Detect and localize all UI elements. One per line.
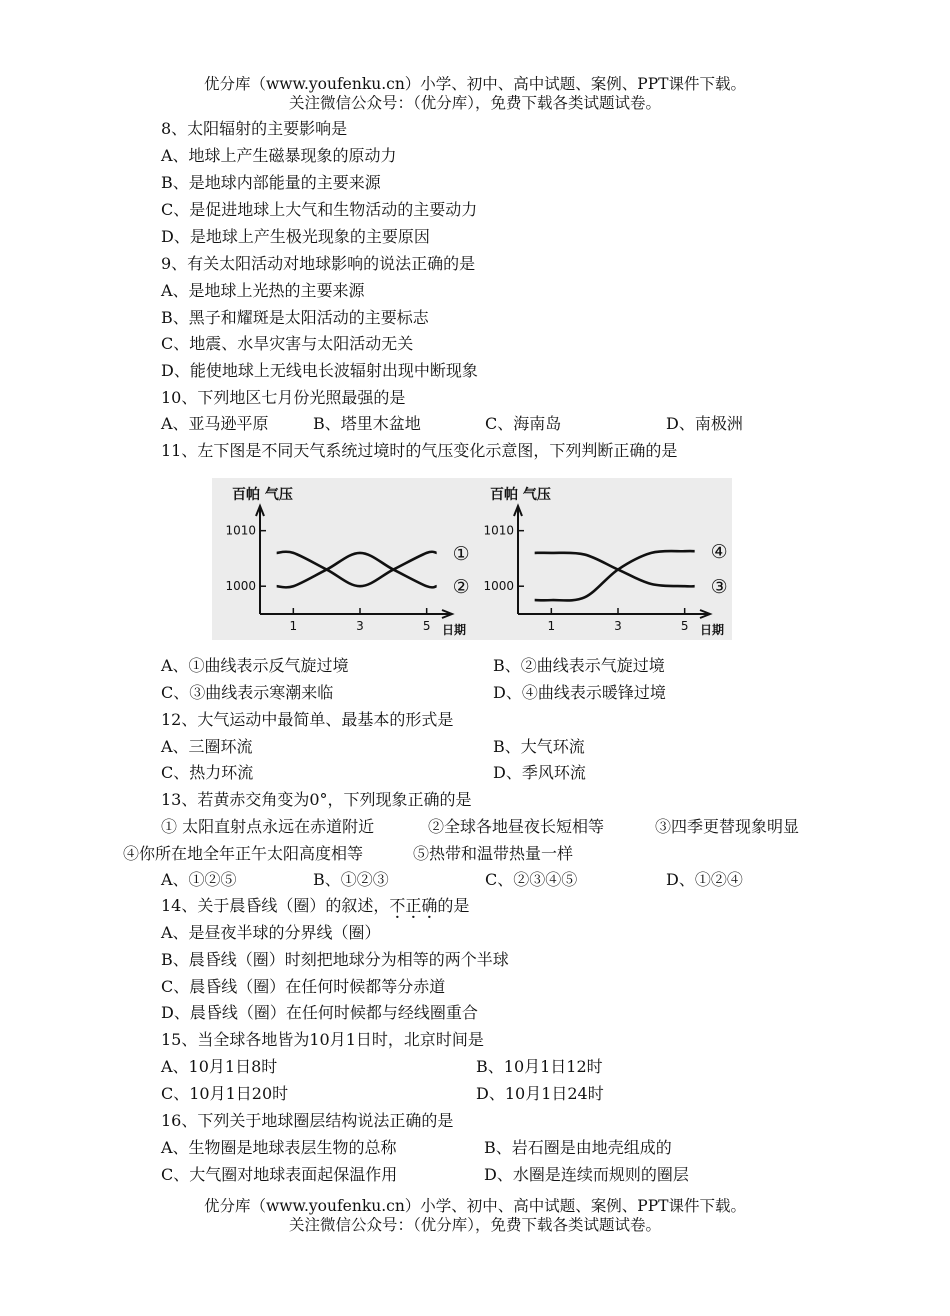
y-tick-label: 1010 bbox=[483, 523, 514, 538]
question-9-option-a: A、是地球上光热的主要来源 bbox=[161, 281, 365, 300]
y-tick-label: 1000 bbox=[483, 579, 514, 594]
question-9-option-b: B、黑子和耀斑是太阳活动的主要标志 bbox=[161, 308, 429, 327]
question-14-stem bbox=[161, 896, 469, 916]
question-13-statement-2: ②全球各地昼夜长短相等 bbox=[428, 817, 605, 836]
question-8-option-b: B、是地球内部能量的主要来源 bbox=[161, 173, 381, 192]
question-13-option-b: B、①②③ bbox=[313, 870, 389, 889]
x-tick-label: 3 bbox=[614, 619, 622, 633]
question-8-option-a: A、地球上产生磁暴现象的原动力 bbox=[161, 146, 397, 165]
question-13-option-a: A、①②⑤ bbox=[161, 870, 237, 889]
question-13-stem: 13、若黄赤交角变为0°，下列现象正确的是 bbox=[161, 790, 472, 809]
question-14-stem-suffix: 的是 bbox=[437, 896, 470, 915]
question-14-option-d: D、晨昏线（圈）在任何时候都与经线圈重合 bbox=[161, 1003, 478, 1022]
question-15-option-b: B、10月1日12时 bbox=[476, 1057, 603, 1076]
question-12-option-d: D、季风环流 bbox=[493, 763, 586, 782]
question-11-option-d: D、④曲线表示暖锋过境 bbox=[493, 683, 666, 702]
y-tick-label: 1010 bbox=[225, 523, 256, 538]
header-line-1: 优分库（www.youfenku.cn）小学、初中、高中试题、案例、PPT课件下载。 bbox=[203, 75, 747, 93]
series-label: ② bbox=[452, 576, 470, 599]
emphasis-char-1: 不 bbox=[389, 896, 406, 915]
question-12-option-c: C、热力环流 bbox=[161, 763, 254, 782]
question-16-stem: 16、下列关于地球圈层结构说法正确的是 bbox=[161, 1111, 454, 1130]
question-15-option-d: D、10月1日24时 bbox=[476, 1084, 604, 1103]
question-13-option-d: D、①②④ bbox=[666, 870, 743, 889]
header-line-2: 关注微信公众号：（优分库），免费下载各类试题试卷。 bbox=[288, 94, 661, 112]
question-8-option-c: C、是促进地球上大气和生物活动的主要动力 bbox=[161, 200, 478, 219]
question-14-option-c: C、晨昏线（圈）在任何时候都等分赤道 bbox=[161, 977, 446, 996]
x-axis-label: 日期 bbox=[442, 623, 467, 637]
question-14-stem-prefix: 14、关于晨昏线（圈）的叙述， bbox=[161, 896, 390, 915]
footer-line-1: 优分库（www.youfenku.cn）小学、初中、高中试题、案例、PPT课件下载。 bbox=[203, 1197, 747, 1215]
question-10-option-a: A、亚马逊平原 bbox=[161, 414, 269, 433]
question-8-option-d: D、是地球上产生极光现象的主要原因 bbox=[161, 227, 430, 246]
question-10-option-c: C、海南岛 bbox=[485, 414, 562, 433]
x-tick-label: 1 bbox=[547, 619, 556, 633]
question-10-option-b: B、塔里木盆地 bbox=[313, 414, 421, 433]
emphasis-char-3: 确 bbox=[421, 896, 438, 915]
series-label: ④ bbox=[710, 541, 728, 564]
question-16-option-a: A、生物圈是地球表层生物的总称 bbox=[161, 1138, 397, 1157]
question-13-statement-4: ④你所在地全年正午太阳高度相等 bbox=[123, 844, 364, 863]
series-label: ③ bbox=[710, 576, 728, 599]
question-12-option-b: B、大气环流 bbox=[493, 737, 585, 756]
question-10-option-d: D、南极洲 bbox=[666, 414, 743, 433]
question-11-option-a: A、①曲线表示反气旋过境 bbox=[161, 656, 349, 675]
x-tick-label: 5 bbox=[680, 619, 689, 633]
question-9-stem: 9、有关太阳活动对地球影响的说法正确的是 bbox=[161, 254, 476, 273]
question-15-stem: 15、当全球各地皆为10月1日时，北京时间是 bbox=[161, 1030, 484, 1049]
y-axis-label: 百帕 气压 bbox=[232, 487, 293, 503]
question-16-option-c: C、大气圈对地球表面起保温作用 bbox=[161, 1165, 398, 1184]
question-13-statement-1: ① 太阳直射点永远在赤道附近 bbox=[161, 817, 375, 836]
y-axis-label: 百帕 气压 bbox=[490, 487, 551, 503]
y-tick-label: 1000 bbox=[225, 579, 256, 594]
question-16-option-d: D、水圈是连续而规则的圈层 bbox=[484, 1165, 689, 1184]
question-15-option-c: C、10月1日20时 bbox=[161, 1084, 289, 1103]
question-12-option-a: A、三圈环流 bbox=[161, 737, 253, 756]
question-13-statement-3: ③四季更替现象明显 bbox=[655, 817, 800, 836]
x-tick-label: 5 bbox=[422, 619, 431, 633]
question-14-option-a: A、是昼夜半球的分界线（圈） bbox=[161, 923, 381, 942]
question-11-option-b: B、②曲线表示气旋过境 bbox=[493, 656, 665, 675]
emphasis-char-2: 正 bbox=[405, 896, 422, 915]
x-axis-label: 日期 bbox=[700, 623, 725, 637]
series-label: ① bbox=[452, 542, 470, 565]
question-15-option-a: A、10月1日8时 bbox=[161, 1057, 278, 1076]
pressure-change-figure bbox=[212, 478, 732, 640]
question-10-stem: 10、下列地区七月份光照最强的是 bbox=[161, 388, 406, 407]
question-13-statement-5: ⑤热带和温带热量一样 bbox=[413, 844, 574, 863]
footer-line-2: 关注微信公众号：（优分库），免费下载各类试题试卷。 bbox=[288, 1216, 661, 1234]
question-11-stem: 11、左下图是不同天气系统过境时的气压变化示意图，下列判断正确的是 bbox=[161, 441, 678, 460]
question-9-option-c: C、地震、水旱灾害与太阳活动无关 bbox=[161, 334, 414, 353]
question-9-option-d: D、能使地球上无线电长波辐射出现中断现象 bbox=[161, 361, 478, 380]
x-tick-label: 3 bbox=[356, 619, 364, 633]
question-14-option-b: B、晨昏线（圈）时刻把地球分为相等的两个半球 bbox=[161, 950, 509, 969]
question-12-stem: 12、大气运动中最简单、最基本的形式是 bbox=[161, 710, 454, 729]
question-11-option-c: C、③曲线表示寒潮来临 bbox=[161, 683, 334, 702]
x-tick-label: 1 bbox=[289, 619, 298, 633]
question-16-option-b: B、岩石圈是由地壳组成的 bbox=[484, 1138, 672, 1157]
question-8-stem: 8、太阳辐射的主要影响是 bbox=[161, 119, 348, 138]
question-13-option-c: C、②③④⑤ bbox=[485, 870, 578, 889]
